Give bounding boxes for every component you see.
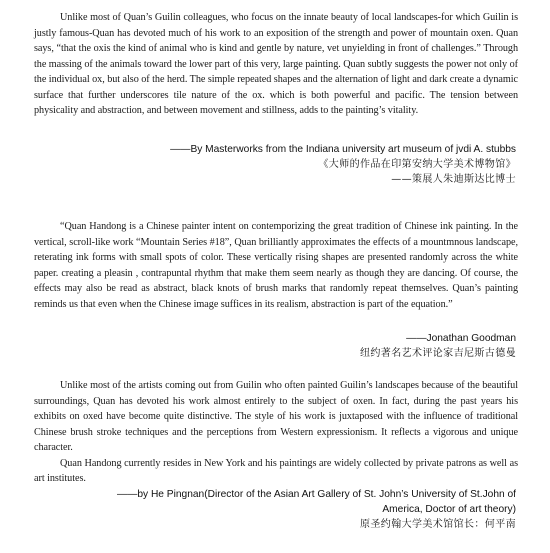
attribution-chinese-title: 《大师的作品在印第安纳大学美术博物馆》 bbox=[318, 159, 516, 170]
paragraph-text: “Quan Handong is a Chinese painter intent on contemporizing the great tradition of Chinese ink painting. In the vertical, scroll-like work “Mountain Series #18”, Quan brilliantly approximates the effects of a mountmnous landscape, reterating ink forms with small spots of color. These vertically rising shapes are presented randomly across the white paper. creating a pleasin , contrapuntal rhythm that make them seem nearly as though they are dancing. Of course, the effects may also be read as abstract, black knots of brush marks that randomly repeat themselves. Quan’s painting reminds us that even when the Chinese image suffices in its realism, abstraction is part of the equation.” bbox=[34, 221, 518, 310]
paragraph-text-residence: Quan Handong currently resides in New York and his paintings are widely collected by private patrons as well as art institutes. bbox=[34, 457, 518, 484]
paragraph-goodman-quote bbox=[34, 219, 518, 312]
attribution-masterworks bbox=[170, 142, 516, 187]
attribution-english-line-1: ——by He Pingnan(Director of the Asian Art Gallery of St. John’s University of St.John of bbox=[116, 489, 516, 500]
paragraph-text: Unlike most of the artists coming out from Guilin who often painted Guilin’s landscapes because of the beautiful surroundings, Quan has devoted his work almost entirely to the subject of oxen. In fact, during the past years his exhibits on oxed have become quite distinctive. The style of his work is juxtaposed with the influence of traditional Chinese brush stroke techniques and the perceptions from Western expressionism. It reflects a vigorous and unique character. bbox=[34, 380, 518, 453]
attribution-chinese: 原圣约翰大学美术馆馆长：何平南 bbox=[360, 519, 516, 530]
attribution-he-pingnan bbox=[117, 487, 516, 532]
attribution-english: ——Jonathan Goodman bbox=[406, 333, 516, 344]
attribution-chinese-curator: ——策展人朱迪斯达比博士 bbox=[391, 174, 516, 185]
paragraph-he-pingnan bbox=[34, 378, 518, 487]
attribution-english: ——By Masterworks from the Indiana university art museum of jvdi A. stubbs bbox=[170, 144, 516, 155]
attribution-chinese: 纽约著名艺术评论家吉尼斯古德曼 bbox=[360, 348, 516, 359]
paragraph-text: Unlike most of Quan’s Guilin colleagues, who focus on the innate beauty of local landscapes-for which Guilin is justly famous-Quan has devoted much of his work to an exposition of the strength and power of mountain oxen. Quan says, “that the oxis the kind of animal who is kind and gentle by nature, vet unyielding in front of challenges.” Through the massing of the animals toward the lower part of this very, large painting. Quan subtly suggests the power not only of the individual ox, but also of the herd. The simple repeated shapes and the alternation of light and dark create a dynamic surface that further underscores tile nature of the ox. which is both powerful and pacific. The tension between physicality and abstraction, and between movement and stillness, adds to the painting’s vitality. bbox=[34, 12, 518, 116]
attribution-english-line-2: America, Doctor of art theory) bbox=[382, 504, 516, 515]
attribution-goodman bbox=[360, 331, 516, 361]
paragraph-quan-oxen-masterworks bbox=[34, 10, 518, 119]
